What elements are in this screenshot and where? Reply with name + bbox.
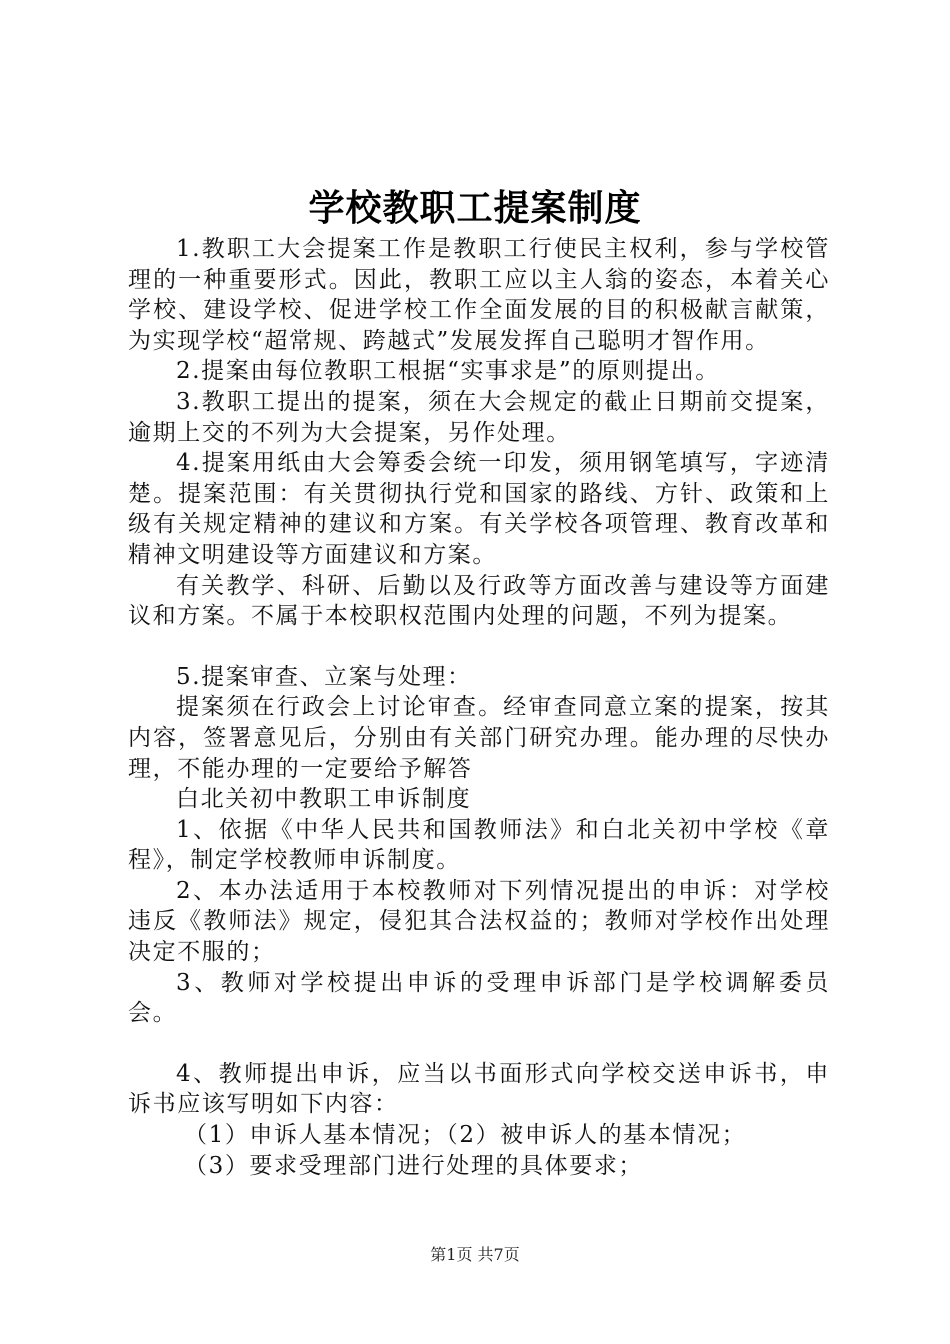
page-footer: 第1页 共7页 [430, 1245, 520, 1264]
section-heading: 白北关初中教职工申诉制度 [176, 786, 472, 813]
document-title: 学校教职工提案制度 [308, 187, 642, 229]
document-body [128, 234, 830, 1181]
paragraph: 4.提案用纸由大会筹委会统一印发，须用钢笔填写，字迹清楚。提案范围：有关贯彻执行党和国家的路线、方针、政策和上级有关规定精神的建议和方案。有关学校各项管理、教育改革和精神文明建设等方面建议和方案。 [128, 450, 830, 568]
list-item: （1）申诉人基本情况；（2）被申诉人的基本情况； [184, 1122, 747, 1149]
paragraph: 2、本办法适用于本校教师对下列情况提出的申诉：对学校违反《教师法》规定，侵犯其合法权益的；教师对学校作出处理决定不服的； [128, 877, 830, 966]
paragraph: 5.提案审查、立案与处理： [176, 663, 472, 690]
paragraph: 2.提案由每位教职工根据“实事求是”的原则提出。 [176, 358, 720, 385]
paragraph: 有关教学、科研、后勤以及行政等方面改善与建设等方面建议和方案。不属于本校职权范围内处理的问题，不列为提案。 [128, 572, 830, 630]
paragraph: 3、教师对学校提出申诉的受理申诉部门是学校调解委员会。 [128, 969, 830, 1027]
paragraph: 1、依据《中华人民共和国教师法》和白北关初中学校《章程》，制定学校教师申诉制度。 [128, 816, 830, 874]
paragraph: 3.教职工提出的提案，须在大会规定的截止日期前交提案，逾期上交的不列为大会提案，另作处理。 [128, 388, 830, 446]
paragraph: 4、教师提出申诉，应当以书面形式向学校交送申诉书，申诉书应该写明如下内容： [128, 1060, 830, 1118]
paragraph: 提案须在行政会上讨论审查。经审查同意立案的提案，按其内容，签署意见后，分别由有关部门研究办理。能办理的尽快办理，不能办理的一定要给予解答 [128, 694, 830, 782]
paragraph: 1.教职工大会提案工作是教职工行使民主权利，参与学校管理的一种重要形式。因此，教职工应以主人翁的姿态，本着关心学校、建设学校、促进学校工作全面发展的目的积极献言献策，为实现学校“超常规、跨越式”发展发挥自己聪明才智作用。 [128, 236, 830, 354]
list-item: （3）要求受理部门进行处理的具体要求； [184, 1152, 644, 1179]
